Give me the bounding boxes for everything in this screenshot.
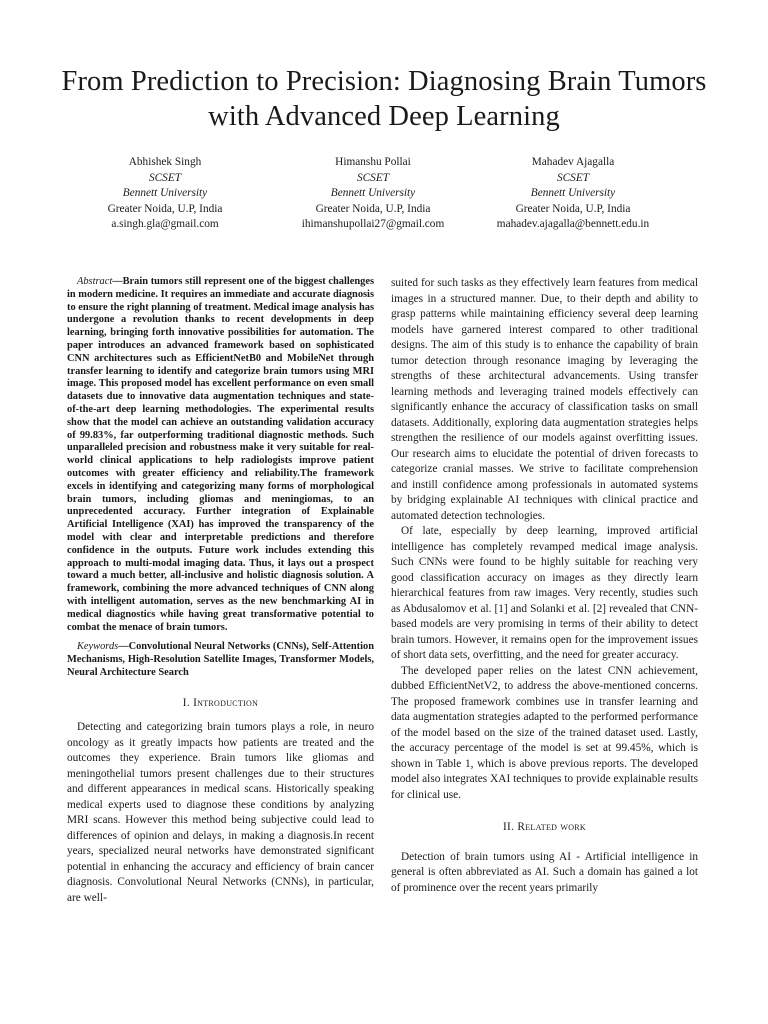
keywords — [67, 641, 374, 679]
left-column — [67, 276, 374, 906]
author-dept: SCSET — [356, 171, 389, 184]
abstract-text: —Brain tumors still represent one of the biggest challenges in modern medicine. It requires an immediate and accurate diagnosis to ensure the right planning of treatment. Medical image analysis has undergone a revolution thanks to recent developments in deep learning, bringing forth innovative possibilities for automation. The paper introduces an advanced framework based on sophisticated CNN architectures such as EfficientNetB0 and MobileNet through transfer learning to identify and categorize brain tumors using MRI image. This proposed model has excellent performance on even small datasets due to innovative data augmentation techniques and state-of-the-art deep learning methodologies. The experimental results show that the model can achieve an outstanding validation accuracy of 99.83%, far outperforming traditional diagnostic methods. Such unparalleled precision and robustness make it very suitable for real-world clinical applications to help radiologists improve patient outcomes with greater efficiency and reliability.The framework excels in identifying and categorizing many forms of morphological brain tumors, including gliomas and meningiomas, to an unprecedented accuracy. Further integration of Explainable Artificial Intelligence (XAI) has improved the transparency of the model with clear and interpretable predictions and therefore confidence in the outputs. Future work includes extending this approach to multi-modal imaging data. Thus, it lays out a prospect toward a much better, all-inclusive and holistic diagnosis solution. A framework, combining the more advanced techniques of CNN along with intelligent automation, serves as the new benchmarking AI in medical diagnostics while having great transformative potential to combat the menace of brain tumors. — [67, 276, 374, 633]
author-email: mahadev.ajagalla@bennett.edu.in — [496, 218, 650, 231]
right-column — [391, 276, 698, 896]
author-org: Bennett University — [530, 187, 616, 200]
keywords-text: —Convolutional Neural Networks (CNNs), Self-Attention Mechanisms, High-Resolution Satellite Images, Transformer Models, Neural Architecture Search — [67, 641, 374, 678]
author-name: Mahadev Ajagalla — [531, 156, 615, 168]
intro-paragraph-1: Detecting and categorizing brain tumors plays a role, in neuro oncology as it greatly impacts how patients are treated and the outcomes they experience. Brain tumors like gliomas and meningothelial tumors present challenges due to their structures and different appearances in medical scans. Historically speaking medical experts used to diagnose these conditions by analyzing MRI scans. However this method being subjective could lead to differences of opinion and delays, in making a diagnosis.In recent years, specialized neural networks have demonstrated significant potential in enhancing the accuracy and efficiency of brain cancer diagnosis. Convolutional Neural Networks (CNNs), in particular, are well- — [67, 721, 374, 904]
related-paragraph-1: Detection of brain tumors using AI - Artificial intelligence in general is often abbreviated as AI. Such a domain has gained a lot of prominence over the recent years primarily — [391, 850, 698, 894]
intro-paragraph-1-continued: suited for such tasks as they effectively learn features from medical images in a structured manner. Due, to their depth and ability to grasp patterns while maintaining efficiency several deep learning models have garnered interest compared to other traditional designs. The aim of this study is to enhance the capability of brain tumor detection through resonance imaging by leveraging the strengths of these architectural advancements. Using transfer learning methods and leveraging trained models effectively can significantly enhance the accuracy of classification tasks on small datasets. Additionally, exploring data augmentation strategies helps strengthen the resilience of our models against overfitting issues. Our research aims to elucidate the potential of driven forecasts to categorize cranial masses. We strive to facilitate comprehension and instill confidence among professionals in automated systems by bridging explainable AI techniques with clinical practice and automated detection technologies. — [391, 277, 698, 522]
intro-paragraph-3: The developed paper relies on the latest CNN achievement, dubbed EfficientNetV2, to address the above-mentioned concerns. The proposed framework combines use in transfer learning and data augmentation strategies adapted to the performed performance of the model based on the size of the trained dataset used. Lastly, the accuracy percentage of the model is set at 99.45%, which is shown in Table 1, which is above previous reports. The developed model also integrates XAI techniques to provide explainable results for clinical use. — [391, 664, 698, 801]
section-title: Related work — [517, 821, 586, 833]
author-dept: SCSET — [148, 171, 181, 184]
author-name: Abhishek Singh — [128, 156, 202, 168]
author-email: ihimanshupollai27@gmail.com — [301, 218, 445, 231]
author-org: Bennett University — [122, 187, 208, 200]
abstract — [67, 276, 374, 634]
author-3 — [453, 155, 693, 233]
intro-paragraph-2: Of late, especially by deep learning, improved artificial intelligence has completely revamped medical image analysis. Such CNNs were found to be highly suitable for reaching very good classification accuracy on images as they directly learn hierarchical features from raw images. Very recently, studies such as Abdusalomov et al. [1] and Solanki et al. [2] revealed that CNN-based models are very promising in terms of their ability to detect brain tumors. However, it remains open for the improvement issues of short data sets, overfitting, and the need for greater accuracy. — [391, 525, 698, 661]
section-number: I. — [182, 696, 190, 709]
author-name: Himanshu Pollai — [335, 156, 411, 168]
abstract-label: Abstract — [77, 276, 113, 287]
author-org: Bennett University — [330, 187, 416, 200]
author-block — [60, 155, 708, 235]
author-email: a.singh.gla@gmail.com — [111, 218, 219, 231]
author-location: Greater Noida, U.P, India — [515, 202, 631, 215]
section-number: II. — [503, 821, 515, 833]
author-location: Greater Noida, U.P, India — [107, 202, 223, 215]
paper-title: From Prediction to Precision: Diagnosing Brain Tumors with Advanced Deep Learning — [61, 66, 707, 132]
author-1 — [45, 155, 285, 233]
author-dept: SCSET — [556, 171, 589, 184]
keywords-label: Keywords — [77, 641, 119, 653]
section-title: Introduction — [193, 696, 259, 709]
section-heading-related-work — [391, 820, 698, 836]
author-location: Greater Noida, U.P, India — [315, 202, 431, 215]
section-heading-introduction — [67, 696, 374, 712]
